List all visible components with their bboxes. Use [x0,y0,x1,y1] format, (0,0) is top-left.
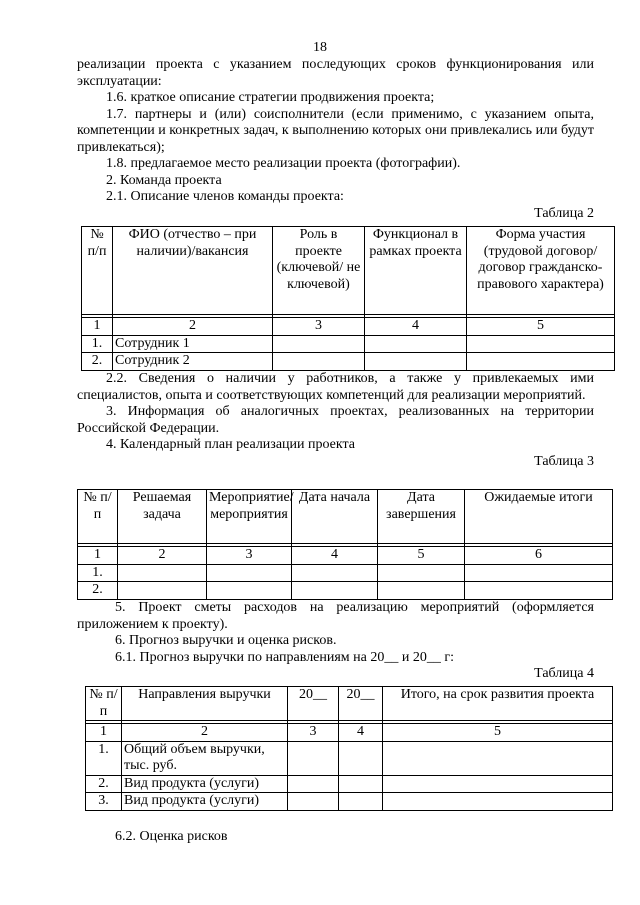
table-cell [207,564,292,582]
table-4-number-cell: 1 [86,724,122,742]
paragraph-2: 2. Команда проекта [106,172,222,188]
table-2-number-cell: 2 [113,318,273,336]
table-cell [365,353,467,371]
table-cell: 2. [78,582,118,600]
table-cell: Общий объем выручки, тыс. руб. [122,741,288,775]
table-3-header-cell: Решаемая задача [118,490,207,544]
table-cell [339,775,383,793]
table-cell [273,335,365,353]
text-block-end [77,829,594,846]
table-cell [207,582,292,600]
paragraph-3: 3. Информация об аналогичных проектах, реализованных на территории Российской Федерации. [77,404,594,436]
table-row [86,793,613,811]
table-row [82,335,615,353]
table-4-header-cell: 20__ [339,687,383,721]
paragraph-5: 5. Проект сметы расходов на реализацию мероприятий (оформляется приложением к проекту). [77,600,594,632]
table-3 [77,489,613,600]
table-3-header-cell: Ожидаемые итоги [465,490,613,544]
table-4-caption: Таблица 4 [534,666,594,681]
page-number: 18 [313,40,327,55]
table-4-number-cell: 2 [122,724,288,742]
table-cell: 1. [82,335,113,353]
table-cell: Сотрудник 2 [113,353,273,371]
table-cell [383,775,613,793]
text-block-top [77,57,594,222]
table-2-header-cell: ФИО (отчество – при наличии)/вакансия [113,227,273,315]
table-cell [292,564,378,582]
table-2-header-cell: Форма участия (трудовой договор/договор гражданско-правового характера) [467,227,615,315]
table-4-header-cell: Направления выручки [122,687,288,721]
table-cell [288,775,339,793]
text-block-middle [77,371,594,470]
table-cell [467,353,615,371]
table-row [86,741,613,775]
table-cell: Вид продукта (услуги) [122,775,288,793]
paragraph-2-1: 2.1. Описание членов команды проекта: [106,189,344,204]
table-3-number-cell: 5 [378,547,465,565]
table-cell: 1. [78,564,118,582]
table-3-caption: Таблица 3 [534,453,594,469]
paragraph-1-7: 1.7. партнеры и (или) соисполнители (если применимо, с указанием опыта, компетенции и конкретных задач, к выполнению которых они привлекались или будут привлекаться); [77,106,594,155]
table-cell: 2. [82,353,113,371]
table-cell [288,741,339,775]
table-cell [339,741,383,775]
text-block-lower [77,600,594,683]
table-cell [465,582,613,600]
table-2-number-cell: 1 [82,318,113,336]
table-3-number-cell: 2 [118,547,207,565]
table-row [82,353,615,371]
table-cell: 1. [86,741,122,775]
table-3-header-cell: № п/п [78,490,118,544]
paragraph-2-2: 2.2. Сведения о наличии у работников, а также у привлекаемых ими специалистов, опыта и соответствующих компетенций для реализации мероприятий. [77,371,594,403]
table-cell [383,793,613,811]
table-cell [273,353,365,371]
table-2-header-cell: Функционал в рамках проекта [365,227,467,315]
table-2-number-cell: 5 [467,318,615,336]
table-row [78,582,613,600]
table-row [86,775,613,793]
table-2-caption: Таблица 2 [534,205,594,221]
table-cell: Сотрудник 1 [113,335,273,353]
table-4 [85,686,613,811]
table-3-number-cell: 6 [465,547,613,565]
table-cell [288,793,339,811]
paragraph-6: 6. Прогноз выручки и оценка рисков. [115,633,337,648]
paragraph-continuation: реализации проекта с указанием последующих сроков функционирования или эксплуатации: [77,57,594,89]
table-cell [339,793,383,811]
table-cell [365,335,467,353]
paragraph-1-8: 1.8. предлагаемое место реализации проекта (фотографии). [106,156,461,171]
table-cell [118,582,207,600]
table-cell [378,582,465,600]
table-3-header-cell: Мероприятие/мероприятия [207,490,292,544]
paragraph-4: 4. Календарный план реализации проекта [106,437,356,452]
table-2-number-cell: 4 [365,318,467,336]
table-3-number-cell: 3 [207,547,292,565]
table-2 [81,226,615,371]
paragraph-6-2: 6.2. Оценка рисков [115,829,228,844]
table-cell [383,741,613,775]
table-cell [465,564,613,582]
paragraph-6-1: 6.1. Прогноз выручки по направлениям на 20__ и 20__ г: [115,649,455,665]
table-cell: 2. [86,775,122,793]
table-4-header-cell: Итого, на срок развития проекта [383,687,613,721]
table-3-header-cell: Дата завершения [378,490,465,544]
table-4-header-cell: 20__ [288,687,339,721]
table-4-number-cell: 3 [288,724,339,742]
table-4-number-cell: 5 [383,724,613,742]
table-cell [292,582,378,600]
table-cell: Вид продукта (услуги) [122,793,288,811]
table-2-header-cell: № п/п [82,227,113,315]
table-cell [467,335,615,353]
table-cell: 3. [86,793,122,811]
table-4-number-cell: 4 [339,724,383,742]
table-3-number-cell: 1 [78,547,118,565]
table-cell [118,564,207,582]
table-2-header-cell: Роль в проекте (ключевой/ не ключевой) [273,227,365,315]
table-4-header-cell: № п/п [86,687,122,721]
paragraph-1-6: 1.6. краткое описание стратегии продвижения проекта; [106,90,435,105]
table-2-number-cell: 3 [273,318,365,336]
table-row [78,564,613,582]
table-cell [378,564,465,582]
table-3-header-cell: Дата начала [292,490,378,544]
table-3-number-cell: 4 [292,547,378,565]
